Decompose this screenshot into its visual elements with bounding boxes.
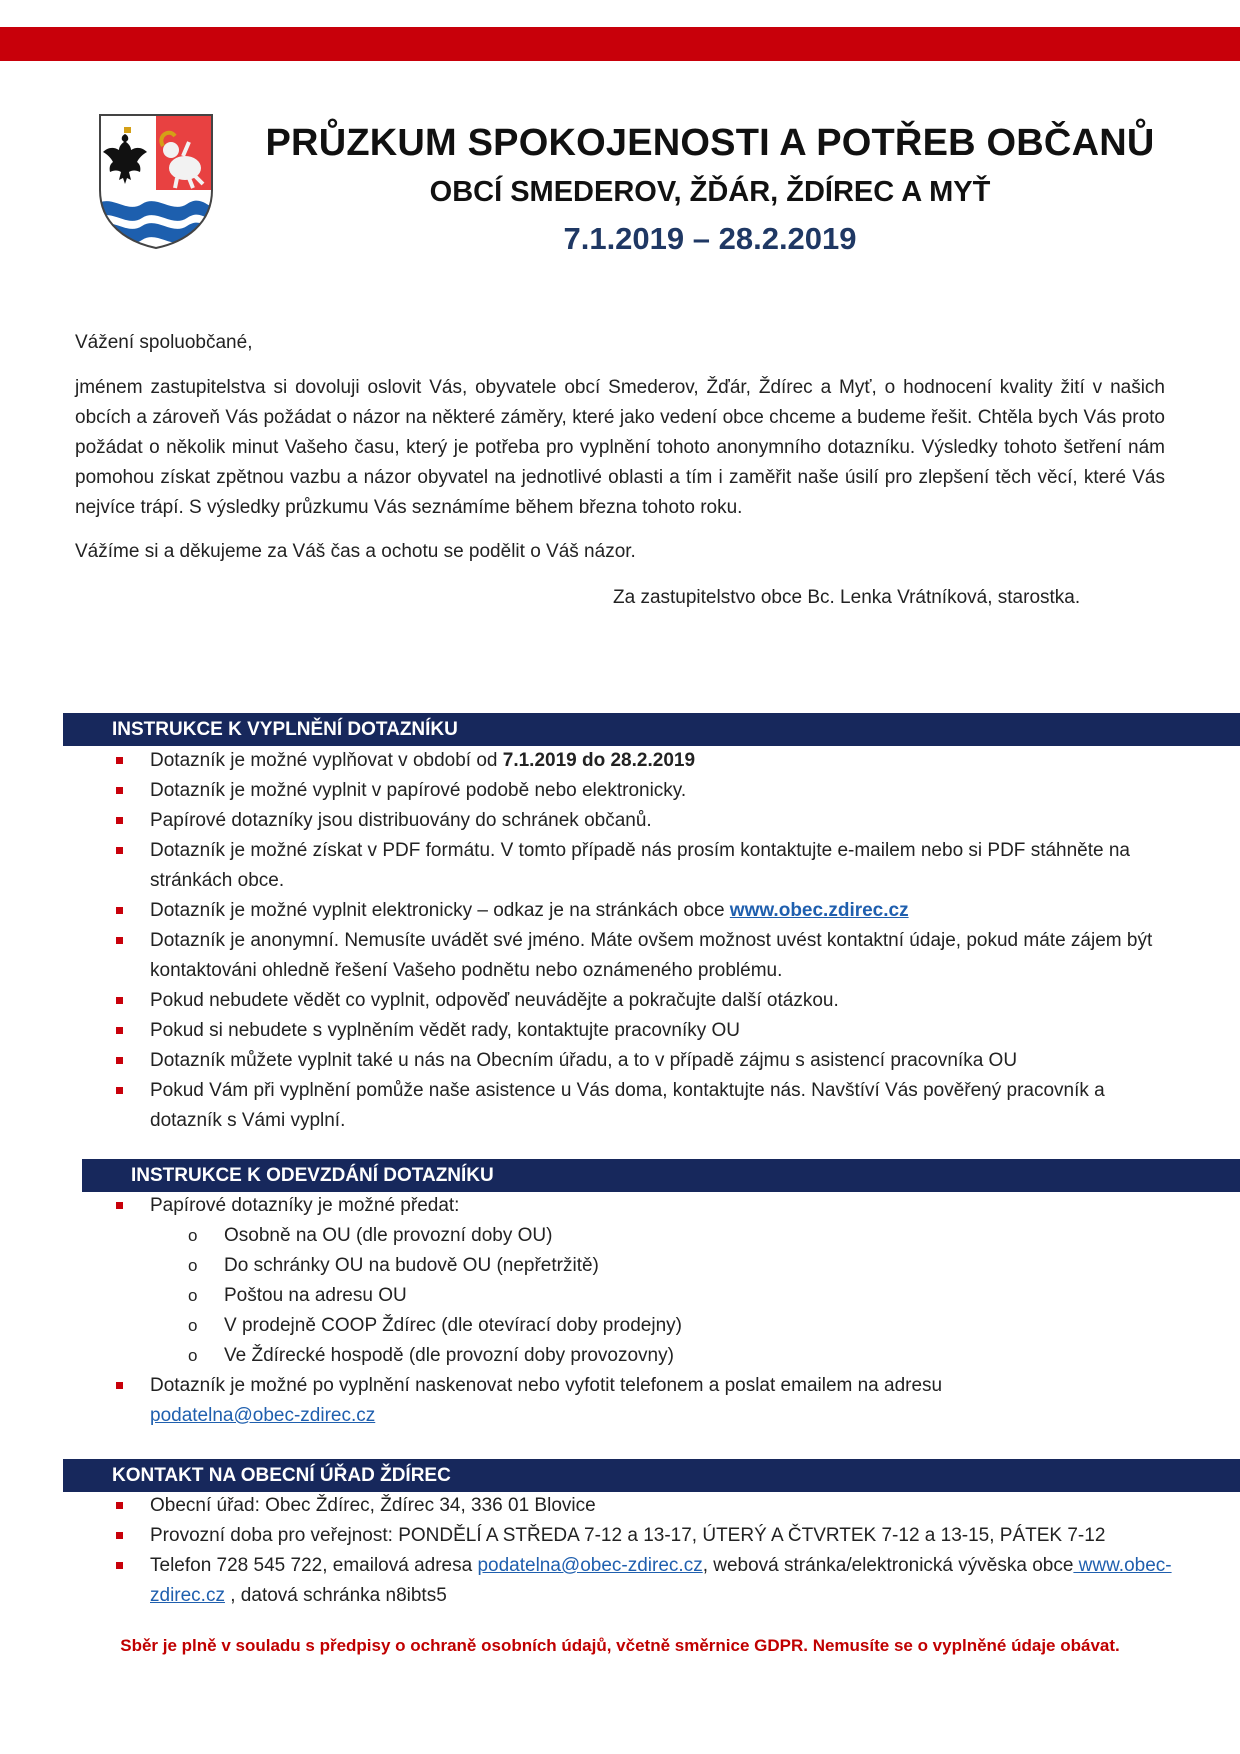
sub-list-item: o Osobně na OU (dle provozní doby OU) [150,1221,1172,1251]
contact-heading: KONTAKT NA OBECNÍ ÚŘAD ŽDÍREC [63,1459,1240,1492]
list-item: Dotazník je možné vyplnit elektronicky – odkaz je na stránkách obce www.obec.zdirec.cz [112,896,1172,926]
contact-address: Obecní úřad: Obec Ždírec, Ždírec 34, 336 01 Blovice [112,1491,1172,1521]
sub-list-item: o V prodejně COOP Ždírec (dle otevírací doby prodejny) [150,1311,1172,1341]
survey-dates: 7.1.2019 – 28.2.2019 [563,221,857,256]
contact-list [112,1491,1172,1611]
letter-body: jménem zastupitelstva si dovoluji oslovit Vás, obyvatele obcí Smederov, Žďár, Ždírec a Myť, o hodnocení kvality žití v našich obcích a zároveň Vás požádat o názor na některé záměry, které jako vedení obce chceme a budeme řešit. Chtěla bych Vás proto požádat o několik minut Vašeho času, který je potřeba pro vyplnění tohoto anonymního dotazníku. Výsledky tohoto šetření nám pomohou získat zpětnou vazbu a názor obyvatel na jednotlivé oblasti a tím i zaměřit naše úsilí pro zlepšení těch věcí, které Vás nejvíce trápí. S výsledky průzkumu Vás seznámíme během března tohoto roku. [75,377,1165,518]
sub-list-item: o Ve Ždírecké hospodě (dle provozní doby provozovny) [150,1341,1172,1371]
list-item: Dotazník můžete vyplnit také u nás na Obecním úřadu, a to v případě zájmu s asistencí pracovníka OU [112,1046,1172,1076]
municipality-website-link[interactable]: www.obec.zdirec.cz [729,900,909,921]
intro-letter [75,328,1165,613]
contact-details: Telefon 728 545 722, emailová adresa podatelna@obec-zdirec.cz, webová stránka/elektronická vývěska obce www.obec-zdirec.cz , datová schránka n8ibts5 [112,1551,1172,1611]
list-item: Papírové dotazníky je možné předat: o Osobně na OU (dle provozní doby OU) o Do schránky OU na budově OU (nepřetržitě) o Poštou na adresu OU o V prodejně COOP Ždírec (dle otevírací doby prodejny) o Ve Ždírecké hospodě (dle provozní doby provozovny) [112,1191,1172,1371]
page-subtitle: OBCÍ SMEDEROV, ŽĎÁR, ŽDÍREC A MYŤ [429,176,991,208]
list-item: Dotazník je možné po vyplnění naskenovat nebo vyfotit telefonem a poslat emailem na adresu podatelna@obec-zdirec.cz [112,1371,1172,1431]
contact-hours: Provozní doba pro veřejnost: PONDĚLÍ A STŘEDA 7-12 a 13-17, ÚTERÝ A ČTVRTEK 7-12 a 13-15, PÁTEK 7-12 [112,1521,1172,1551]
list-item: Pokud Vám při vyplnění pomůže naše asistence u Vás doma, kontaktujte nás. Navštíví Vás pověřený pracovník a dotazník s Vámi vyplní. [112,1076,1172,1136]
list-item: Pokud nebudete vědět co vyplnit, odpověď neuvádějte a pokračujte další otázkou. [112,986,1172,1016]
submission-email-link[interactable]: podatelna@obec-zdirec.cz [150,1405,376,1426]
list-item: Dotazník je možné vyplnit v papírové podobě nebo elektronicky. [112,776,1172,806]
contact-email-link[interactable]: podatelna@obec-zdirec.cz [477,1555,703,1576]
submission-options [150,1221,1172,1371]
submission-list [112,1191,1172,1431]
submission-heading: INSTRUKCE K ODEVZDÁNÍ DOTAZNÍKU [82,1159,1240,1192]
municipal-coat-of-arms [97,112,215,250]
contact-website-link[interactable]: www.obec-zdirec.cz [150,1555,1172,1606]
letter-signature: Za zastupitelstvo obce Bc. Lenka Vrátníková, starostka. [613,587,1081,608]
list-item: Papírové dotazníky jsou distribuovány do schránek občanů. [112,806,1172,836]
sub-list-item: o Poštou na adresu OU [150,1281,1172,1311]
list-item: Dotazník je možné získat v PDF formátu. V tomto případě nás prosím kontaktujte e-mailem nebo si PDF stáhněte na stránkách obce. [112,836,1172,896]
letter-thanks: Vážíme si a děkujeme za Váš čas a ochotu se podělit o Váš názor. [75,541,636,562]
letter-greeting: Vážení spoluobčané, [75,332,253,353]
instructions-list [112,746,1172,1136]
instructions-heading: INSTRUKCE K VYPLNĚNÍ DOTAZNÍKU [63,713,1240,746]
gdpr-notice: Sběr je plně v souladu s předpisy o ochraně osobních údajů, včetně směrnice GDPR. Nemusíte se o vyplněné údaje obávat. [120,1636,1120,1655]
page-title: PRŮZKUM SPOKOJENOSTI A POTŘEB OBČANŮ [265,122,1155,164]
list-item: Dotazník je anonymní. Nemusíte uvádět své jméno. Máte ovšem možnost uvést kontaktní údaje, pokud máte zájem být kontaktováni ohledně řešení Vašeho podnětu nebo oznámeného problému. [112,926,1172,986]
list-item: Dotazník je možné vyplňovat v období od 7.1.2019 do 28.2.2019 [112,746,1172,776]
sub-list-item: o Do schránky OU na budově OU (nepřetržitě) [150,1251,1172,1281]
header [230,118,1190,262]
list-item: Pokud si nebudete s vyplněním vědět rady, kontaktujte pracovníky OU [112,1016,1172,1046]
top-accent-bar [0,27,1240,61]
